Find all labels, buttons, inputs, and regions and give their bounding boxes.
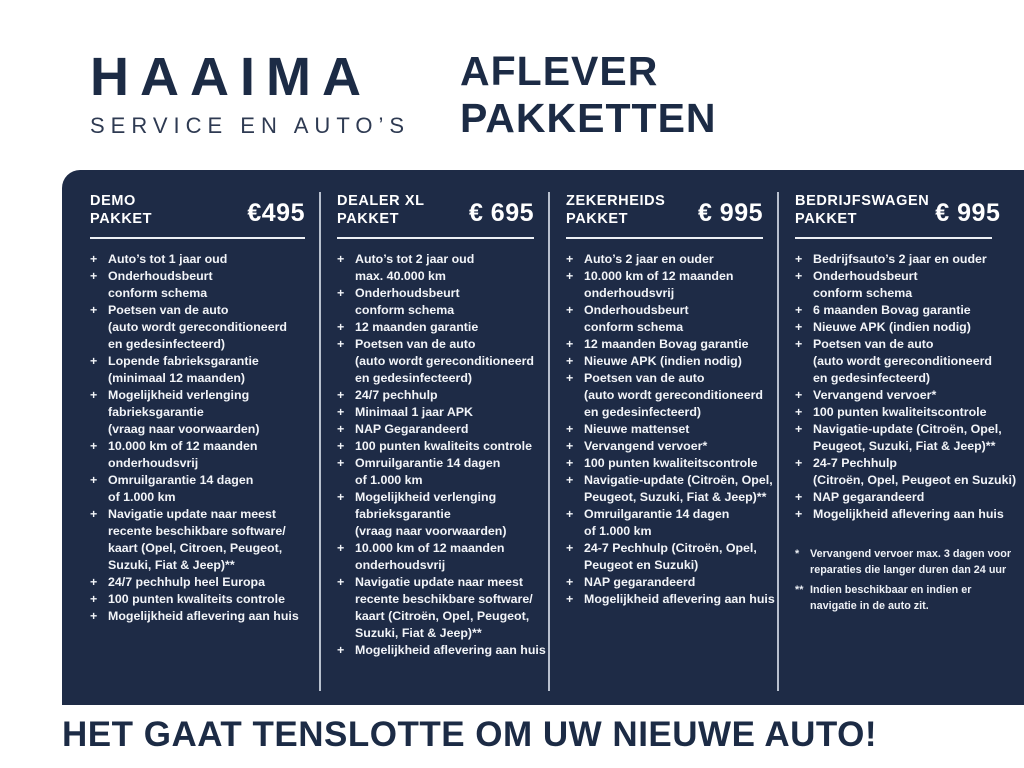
package-item-line: Auto’s tot 2 jaar oud (355, 252, 475, 266)
package-item-line: Peugeot, Suzuki, Fiat & Jeep)** (584, 490, 767, 504)
plus-icon: + (90, 609, 98, 623)
package-item (90, 387, 305, 438)
package-item (566, 353, 763, 370)
package-item-line: Onderhoudsbeurt (108, 269, 213, 283)
package-item-line: en gedesinfecteerd) (108, 337, 226, 351)
package-item (795, 387, 992, 404)
package-item (90, 302, 305, 353)
package-item (795, 404, 992, 421)
package-item-line: (auto wordt gereconditioneerd (584, 388, 763, 402)
package-item-line: Navigatie-update (Citroën, Opel, (813, 422, 1002, 436)
package-item-line: 10.000 km of 12 maanden (108, 439, 258, 453)
plus-icon: + (795, 252, 803, 266)
package-item-line: 100 punten kwaliteits controle (108, 592, 285, 606)
plus-icon: + (566, 371, 574, 385)
plus-icon: + (337, 286, 345, 300)
package-item-list (566, 251, 775, 608)
package-item-line: fabrieksgarantie (355, 507, 451, 521)
package-item-line: (Citroën, Opel, Peugeot en Suzuki) (813, 473, 1017, 487)
package-item (566, 370, 763, 421)
package-item-line: onderhoudsvrij (355, 558, 446, 572)
package-item (566, 336, 763, 353)
package-price: €495 (247, 199, 305, 227)
package-price: € 995 (935, 199, 1001, 227)
package-item-line: Mogelijkheid aflevering aan huis (584, 592, 775, 606)
package-item-line: Onderhoudsbeurt (584, 303, 689, 317)
plus-icon: + (337, 405, 345, 419)
package-item-line: Bedrijfsauto’s 2 jaar en ouder (813, 252, 987, 266)
package-title-rule (337, 237, 534, 239)
package-item-line: Navigatie-update (Citroën, Opel, (584, 473, 773, 487)
plus-icon: + (90, 252, 98, 266)
package-title (566, 192, 665, 228)
package-item-line: 6 maanden Bovag garantie (813, 303, 971, 317)
plus-icon: + (795, 303, 803, 317)
plus-icon: + (337, 388, 345, 402)
package-item (566, 268, 763, 302)
package-title-rule (90, 237, 305, 239)
package-title (337, 192, 425, 228)
plus-icon: + (795, 269, 803, 283)
package-item-line: fabrieksgarantie (108, 405, 204, 419)
brand-name: HAAIMA (90, 47, 372, 107)
footnote-line: navigatie in de auto zit. (810, 599, 929, 612)
package-item (566, 302, 763, 336)
footnote-marker: ** (795, 584, 804, 596)
package-column-4 (777, 192, 1017, 691)
package-item-line: Poetsen van de auto (355, 337, 476, 351)
package-header (566, 192, 763, 228)
package-item-line: conform schema (108, 286, 208, 300)
brand-logo (90, 47, 411, 139)
plus-icon: + (90, 592, 98, 606)
plus-icon: + (795, 405, 803, 419)
plus-icon: + (795, 422, 803, 436)
plus-icon: + (795, 320, 803, 334)
package-item-line: NAP gegarandeerd (813, 490, 925, 504)
package-item (90, 472, 305, 506)
package-header (337, 192, 534, 228)
footnote (795, 583, 992, 614)
package-item-list (337, 251, 546, 659)
package-item (337, 455, 534, 489)
package-item (90, 251, 305, 268)
package-item-line: Mogelijkheid aflevering aan huis (813, 507, 1004, 521)
package-item-line: Poetsen van de auto (584, 371, 705, 385)
package-item (337, 574, 534, 642)
package-item-line: (vraag naar voorwaarden) (355, 524, 507, 538)
package-item (337, 642, 546, 659)
package-item-line: 12 maanden Bovag garantie (584, 337, 749, 351)
package-item-line: Omruilgarantie 14 dagen (108, 473, 254, 487)
plus-icon: + (566, 507, 574, 521)
plus-icon: + (566, 541, 574, 555)
page-title-line2: PAKKETTEN (460, 95, 717, 141)
packages-grid (90, 192, 1017, 691)
package-item (566, 472, 773, 506)
package-item-line: conform schema (355, 303, 455, 317)
plus-icon: + (795, 456, 803, 470)
plus-icon: + (566, 473, 574, 487)
page-title-line1: AFLEVER (460, 48, 659, 94)
plus-icon: + (90, 388, 98, 402)
plus-icon: + (90, 354, 98, 368)
package-item-line: en gedesinfecteerd) (813, 371, 931, 385)
package-item (90, 268, 305, 302)
package-item-line: recente beschikbare software/ (108, 524, 286, 538)
package-item (566, 540, 763, 574)
plus-icon: + (566, 592, 574, 606)
package-item (337, 421, 534, 438)
package-item-line: Navigatie update naar meest (108, 507, 277, 521)
package-item-line: 100 punten kwaliteitscontrole (813, 405, 987, 419)
package-item (90, 574, 305, 591)
package-price: € 995 (697, 199, 763, 227)
package-header (795, 192, 1001, 228)
tagline: HET GAAT TENSLOTTE OM UW NIEUWE AUTO! (62, 715, 878, 754)
package-title-line: BEDRIJFSWAGEN (795, 193, 930, 209)
package-item-line: conform schema (584, 320, 684, 334)
package-item (337, 285, 534, 319)
plus-icon: + (795, 490, 803, 504)
package-item (566, 438, 763, 455)
package-item (795, 319, 992, 336)
package-item (566, 421, 763, 438)
package-item (90, 608, 305, 625)
footnotes (795, 547, 1012, 614)
package-item-line: NAP Gegarandeerd (355, 422, 469, 436)
package-item (795, 421, 1002, 455)
package-item-list (795, 251, 1017, 523)
package-item-line: recente beschikbare software/ (355, 592, 533, 606)
package-item (795, 268, 992, 302)
plus-icon: + (90, 303, 98, 317)
package-item (795, 455, 1017, 489)
package-item-line: Mogelijkheid verlenging (108, 388, 250, 402)
package-item-line: Poetsen van de auto (108, 303, 229, 317)
package-item (337, 387, 534, 404)
package-item-line: of 1.000 km (584, 524, 652, 538)
plus-icon: + (566, 337, 574, 351)
package-price: € 695 (468, 199, 534, 227)
package-item-line: Suzuki, Fiat & Jeep)** (355, 626, 482, 640)
package-item-line: Suzuki, Fiat & Jeep)** (108, 558, 235, 572)
package-item-line: kaart (Opel, Citroen, Peugeot, (108, 541, 283, 555)
package-item (337, 438, 534, 455)
package-item (795, 336, 992, 387)
package-item (90, 438, 305, 472)
plus-icon: + (337, 456, 345, 470)
package-item (566, 574, 763, 591)
plus-icon: + (337, 541, 345, 555)
package-item (337, 251, 534, 285)
plus-icon: + (337, 575, 345, 589)
package-title-line: PAKKET (337, 211, 400, 227)
package-item (337, 489, 534, 540)
plus-icon: + (337, 337, 345, 351)
plus-icon: + (566, 439, 574, 453)
package-item-line: Omruilgarantie 14 dagen (584, 507, 730, 521)
footnote-line: reparaties die langer duren dan 24 uur (810, 563, 1007, 576)
package-item-line: Nieuwe APK (indien nodig) (813, 320, 971, 334)
package-item (566, 591, 775, 608)
plus-icon: + (566, 422, 574, 436)
package-item (90, 591, 305, 608)
package-item-line: Peugeot en Suzuki) (584, 558, 699, 572)
package-title-line: PAKKET (795, 211, 858, 227)
footnote (795, 547, 1012, 578)
package-item (566, 506, 763, 540)
package-item-line: Mogelijkheid aflevering aan huis (108, 609, 299, 623)
package-item-line: 24/7 pechhulp (355, 388, 438, 402)
package-item-line: of 1.000 km (108, 490, 176, 504)
package-title-line: DEALER XL (337, 193, 425, 209)
plus-icon: + (337, 490, 345, 504)
package-item-line: Vervangend vervoer* (813, 388, 937, 402)
package-item-line: kaart (Citroën, Opel, Peugeot, (355, 609, 530, 623)
package-item-line: NAP gegarandeerd (584, 575, 696, 589)
package-item-line: Omruilgarantie 14 dagen (355, 456, 501, 470)
package-column-2 (319, 192, 548, 691)
package-item-line: 24/7 pechhulp heel Europa (108, 575, 265, 589)
package-item-line: en gedesinfecteerd) (584, 405, 702, 419)
package-item-list (90, 251, 305, 625)
plus-icon: + (90, 575, 98, 589)
package-item-line: en gedesinfecteerd) (355, 371, 473, 385)
package-item-line: Onderhoudsbeurt (355, 286, 460, 300)
package-item-line: conform schema (813, 286, 913, 300)
plus-icon: + (90, 507, 98, 521)
package-title-line: PAKKET (90, 211, 153, 227)
package-item-line: Onderhoudsbeurt (813, 269, 918, 283)
package-item (795, 506, 1004, 523)
package-item-line: Auto’s tot 1 jaar oud (108, 252, 228, 266)
package-item-line: Peugeot, Suzuki, Fiat & Jeep)** (813, 439, 996, 453)
package-item (337, 404, 534, 421)
package-item (566, 251, 763, 268)
package-header (90, 192, 305, 228)
package-item (337, 319, 534, 336)
package-item-line: Minimaal 1 jaar APK (355, 405, 473, 419)
package-item-line: Mogelijkheid verlenging (355, 490, 497, 504)
packages-panel (62, 170, 1024, 705)
package-item-line: Poetsen van de auto (813, 337, 934, 351)
package-item-line: onderhoudsvrij (584, 286, 675, 300)
package-item-line: (auto wordt gereconditioneerd (813, 354, 992, 368)
plus-icon: + (337, 252, 345, 266)
package-item-line: (minimaal 12 maanden) (108, 371, 246, 385)
package-item-line: (vraag naar voorwaarden) (108, 422, 260, 436)
plus-icon: + (566, 575, 574, 589)
plus-icon: + (566, 303, 574, 317)
package-item-line: Nieuwe APK (indien nodig) (584, 354, 742, 368)
package-title (795, 192, 929, 228)
package-title-line: ZEKERHEIDS (566, 193, 666, 209)
package-item (795, 489, 992, 506)
package-item-line: 100 punten kwaliteitscontrole (584, 456, 758, 470)
plus-icon: + (337, 643, 345, 657)
package-item-line: Navigatie update naar meest (355, 575, 524, 589)
package-column-3 (548, 192, 777, 691)
plus-icon: + (795, 507, 803, 521)
plus-icon: + (337, 320, 345, 334)
package-item-line: onderhoudsvrij (108, 456, 199, 470)
plus-icon: + (337, 422, 345, 436)
package-item-line: Nieuwe mattenset (584, 422, 690, 436)
plus-icon: + (795, 337, 803, 351)
footnote-marker: * (795, 548, 800, 560)
plus-icon: + (90, 473, 98, 487)
package-item-line: 100 punten kwaliteits controle (355, 439, 532, 453)
package-item-line: of 1.000 km (355, 473, 423, 487)
plus-icon: + (566, 354, 574, 368)
plus-icon: + (337, 439, 345, 453)
package-title-line: DEMO (90, 193, 136, 209)
plus-icon: + (566, 269, 574, 283)
package-item (337, 540, 534, 574)
package-item-line: (auto wordt gereconditioneerd (355, 354, 534, 368)
footnote-line: Vervangend vervoer max. 3 dagen voor (810, 548, 1012, 560)
package-item (90, 506, 305, 574)
package-title (90, 192, 152, 228)
footnote-line: Indien beschikbaar en indien er (810, 584, 972, 596)
page-title (460, 48, 717, 142)
package-title-rule (795, 237, 992, 239)
plus-icon: + (566, 456, 574, 470)
package-column-1 (90, 192, 319, 691)
package-item-line: Auto’s 2 jaar en ouder (584, 252, 714, 266)
plus-icon: + (566, 252, 574, 266)
package-item (795, 302, 992, 319)
package-item-line: 10.000 km of 12 maanden (355, 541, 505, 555)
package-item (795, 251, 992, 268)
package-item-line: 12 maanden garantie (355, 320, 479, 334)
plus-icon: + (795, 388, 803, 402)
package-item-line: Vervangend vervoer* (584, 439, 708, 453)
package-item-line: Mogelijkheid aflevering aan huis (355, 643, 546, 657)
package-item-line: 24-7 Pechhulp (Citroën, Opel, (584, 541, 757, 555)
package-item (566, 455, 763, 472)
brand-subtitle: SERVICE EN AUTO’S (90, 113, 411, 138)
package-item (90, 353, 305, 387)
package-item-line: (auto wordt gereconditioneerd (108, 320, 287, 334)
package-item-line: max. 40.000 km (355, 269, 446, 283)
package-title-line: PAKKET (566, 211, 629, 227)
package-item-line: 10.000 km of 12 maanden (584, 269, 734, 283)
package-item-line: 24-7 Pechhulp (813, 456, 898, 470)
package-item (337, 336, 534, 387)
plus-icon: + (90, 269, 98, 283)
package-item-line: Lopende fabrieksgarantie (108, 354, 259, 368)
package-title-rule (566, 237, 763, 239)
plus-icon: + (90, 439, 98, 453)
